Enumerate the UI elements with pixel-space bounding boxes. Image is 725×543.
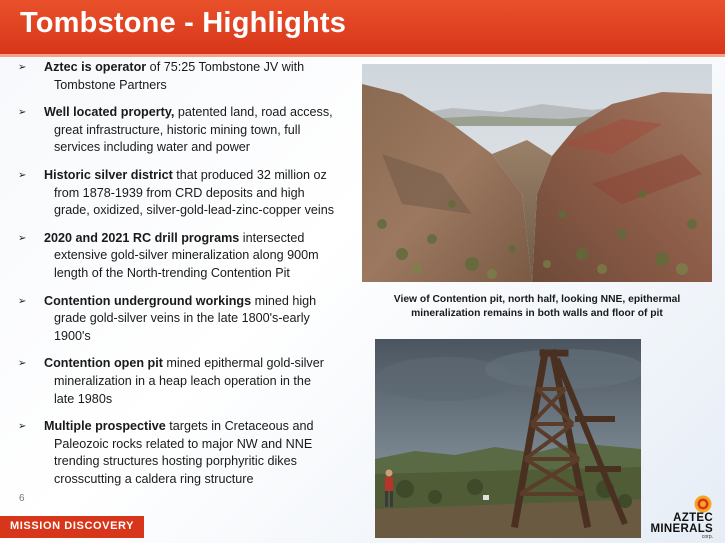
arrow-bullet-icon: ➢ xyxy=(18,358,27,370)
bullet-continuation: Tombstone Partners xyxy=(54,77,167,92)
bullet-heading: Historic silver district xyxy=(44,167,173,182)
footer-label: MISSION DISCOVERY xyxy=(10,520,135,532)
logo-text: MINERALS xyxy=(650,523,713,535)
list-item xyxy=(18,230,348,283)
company-logo xyxy=(645,495,717,539)
bullet-continuation: mineralization in a heap leach operation in the xyxy=(54,373,311,388)
bullet-text: mined epithermal gold-silver xyxy=(162,356,324,371)
list-item xyxy=(18,59,348,94)
highlights-list xyxy=(18,59,348,498)
bullet-continuation: grade, oxidized, silver-gold-lead-zinc-copper veins xyxy=(54,203,334,218)
arrow-bullet-icon: ➢ xyxy=(18,107,27,119)
contention-pit-photo xyxy=(362,64,712,282)
caption-line: mineralization remains in both walls and floor of pit xyxy=(411,308,663,319)
arrow-bullet-icon: ➢ xyxy=(18,62,27,73)
list-item xyxy=(18,293,348,346)
footer-band xyxy=(0,516,144,538)
bullet-heading: Contention underground workings xyxy=(44,293,252,308)
bullet-continuation: length of the North-trending Contention Pit xyxy=(54,265,290,280)
bullet-heading: Multiple prospective xyxy=(44,419,166,434)
list-item xyxy=(18,167,348,220)
bullet-text: mined high xyxy=(251,293,317,308)
bullet-continuation: 1900's xyxy=(54,328,91,343)
list-item xyxy=(18,355,348,408)
bullet-text: targets in Cretaceous and xyxy=(165,419,314,434)
headframe-photo xyxy=(375,339,641,538)
arrow-bullet-icon: ➢ xyxy=(18,232,27,244)
logo-mark-icon xyxy=(694,495,712,513)
bullet-text: intersected xyxy=(239,230,305,245)
bullet-text: that produced 32 million oz xyxy=(172,167,327,182)
arrow-bullet-icon: ➢ xyxy=(18,169,27,181)
list-item xyxy=(18,418,348,488)
bullet-continuation: from 1878-1939 from CRD deposits and high xyxy=(54,185,305,200)
bullet-heading: Aztec is operator xyxy=(44,60,147,74)
slide-title: Tombstone - Highlights xyxy=(20,7,347,39)
photo-caption xyxy=(362,293,712,321)
logo-corp: corp. xyxy=(701,534,713,540)
arrow-bullet-icon: ➢ xyxy=(18,421,27,433)
logo-text: AZTEC xyxy=(673,512,713,524)
bullet-text: of 75:25 Tombstone JV with xyxy=(146,60,305,74)
bullet-continuation: services including water and power xyxy=(54,140,251,155)
arrow-bullet-icon: ➢ xyxy=(18,295,27,307)
bullet-heading: 2020 and 2021 RC drill programs xyxy=(44,230,240,245)
bullet-continuation: trending structures hosting porphyritic dikes xyxy=(54,454,297,469)
caption-line: View of Contention pit, north half, looking NNE, epithermal xyxy=(393,294,681,305)
bullet-heading: Well located property, xyxy=(44,105,175,120)
bullet-text: patented land, road access, xyxy=(174,105,333,120)
slide-header xyxy=(0,0,725,54)
bullet-continuation: grade gold-silver veins in the late 1800's-early xyxy=(54,311,310,326)
list-item xyxy=(18,104,348,157)
bullet-continuation: great infrastructure, historic mining town, full xyxy=(54,122,301,137)
bullet-continuation: late 1980s xyxy=(54,391,113,406)
bullet-continuation: extensive gold-silver mineralization along 900m xyxy=(54,248,319,263)
page-number: 6 xyxy=(19,493,25,504)
bullet-continuation: crosscutting a caldera ring structure xyxy=(54,471,254,486)
header-divider xyxy=(0,54,725,57)
bullet-continuation: Paleozoic rocks related to major NW and NNE xyxy=(54,436,313,451)
bullet-heading: Contention open pit xyxy=(44,356,163,371)
